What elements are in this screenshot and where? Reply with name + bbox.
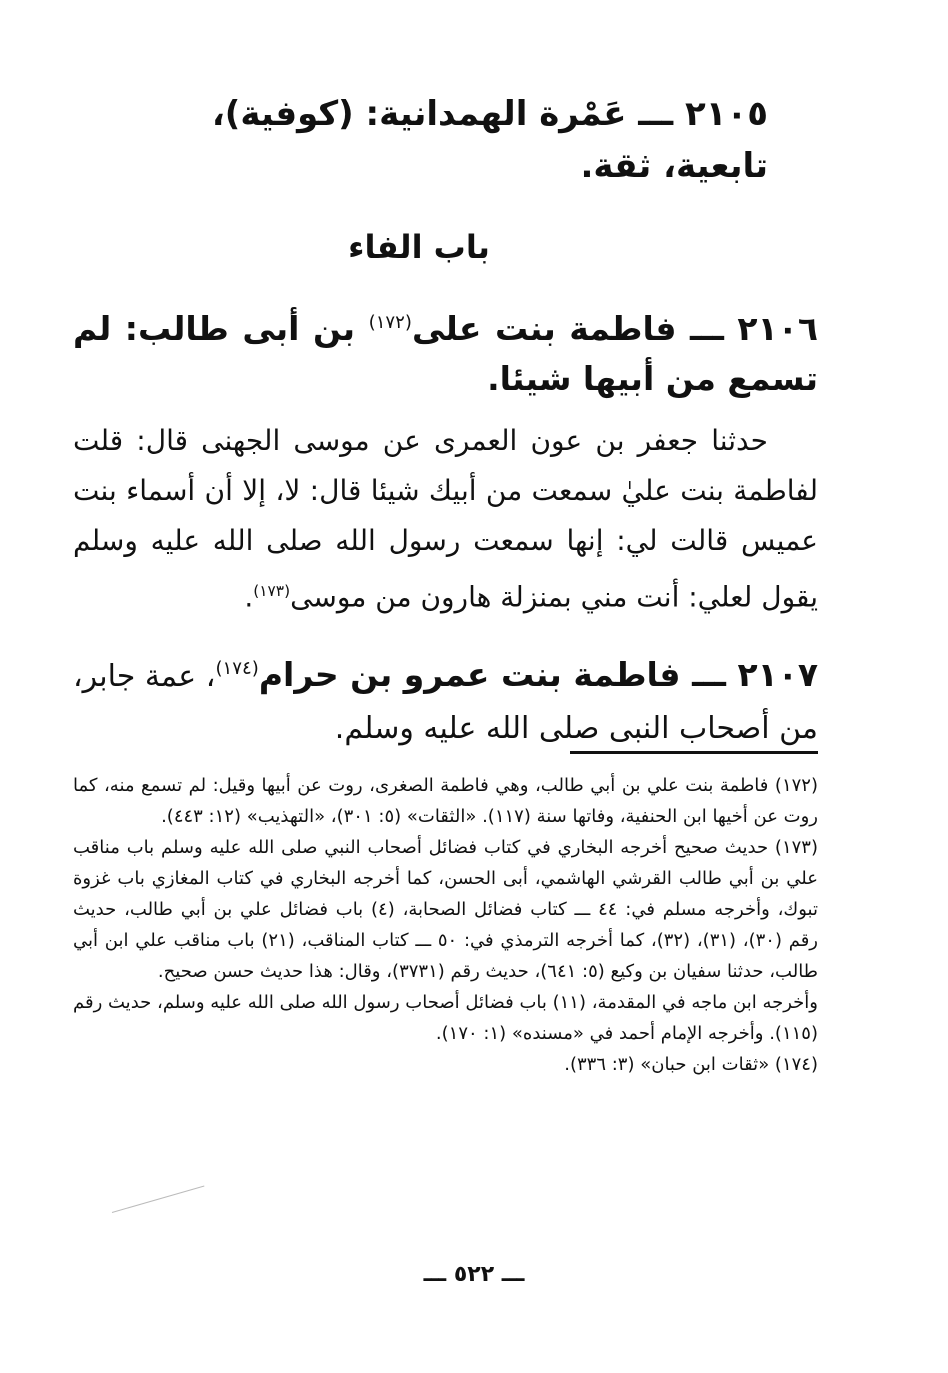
footnote-ref-174: (١٧٤) [215, 658, 259, 679]
section-title: باب الفاء [348, 228, 490, 266]
entry-2105: ٢١٠٥ ـــ عَمْرة الهمدانية: (كوفية)، تابعية، ثقة. [211, 94, 768, 186]
entry-2106 [73, 298, 818, 404]
footnotes [73, 770, 818, 1080]
page-number: ـــ ٥٢٢ ـــ [423, 1262, 525, 1287]
entry-2106-head: ٢١٠٦ ـــ فاطمة بنت على [412, 309, 818, 348]
footnote-174: (١٧٤) «ثقات ابن حبان» (٣: ٣٣٦). [564, 1054, 818, 1075]
footnote-173: (١٧٣) حديث صحيح أخرجه البخاري في كتاب فضائل أصحاب النبي صلى الله عليه وسلم باب مناقب علي بن أبي طالب القرشي الهاشمي، أبى الحسن، كما أخرجه البخاري في كتاب المغازي باب غزوة تبوك، وأخرجه مسلم في: ٤٤ ـــ كتاب فضائل الصحابة، (٤) باب فضائل علي بن أبي طالب، حديث رقم (٣٠)، (٣١)، (٣٢)، كما أخرجه الترمذي في: ٥٠ ـــ كتاب المناقب، (٢١) باب مناقب علي ابن أبي طالب، حدثنا سفيان بن وكيع (٥: ٦٤١)، حديث رقم (٣٧٣١)، وقال: هذا حديث حسن صحيح. [73, 837, 819, 982]
entry-2106-rest: بن أبى طالب: لم تسمع من أبيها شيئا. [73, 309, 818, 398]
hadith-end: . [244, 580, 254, 614]
hadith-text [73, 416, 818, 622]
entry-2107-rest: ، عمة جابر، من أصحاب النبى صلى الله عليه وسلم. [73, 659, 818, 746]
footnote-separator [570, 751, 818, 754]
footnote-ref-173: (١٧٣) [253, 582, 291, 600]
footnote-172: (١٧٢) فاطمة بنت علي بن أبي طالب، وهي فاطمة الصغرى، روت عن أبيها وقيل: لم تسمع منه، كما روت عن أخيها ابن الحنفية، وفاتها سنة (١١٧). «الثقات» (٥: ٣٠١)، «التهذيب» (١٢: ٤٤٣). [73, 775, 818, 827]
footnote-173-continued: وأخرجه ابن ماجه في المقدمة، (١١) باب فضائل أصحاب رسول الله صلى الله عليه وسلم، حديث رقم (١١٥). وأخرجه الإمام أحمد في «مسنده» (١: ١٧٠). [73, 992, 818, 1044]
scan-mark [112, 1186, 205, 1213]
entry-2107-head: ٢١٠٧ ـــ فاطمة بنت عمرو بن حرام [258, 655, 819, 694]
entry-2107 [73, 644, 818, 754]
footnote-ref-172: (١٧٢) [368, 312, 412, 333]
hadith-body: حدثنا جعفر بن عون العمرى عن موسى الجهنى قال: قلت لفاطمة بنت عليٰ سمعت من أبيك شيئا قال: لا، إلا أن أسماء بنت عميس قالت لي: إنها سمعت رسول الله صلى الله عليه وسلم يقول لعلي: أنت مني بمنزلة هارون من موسى [73, 424, 818, 614]
